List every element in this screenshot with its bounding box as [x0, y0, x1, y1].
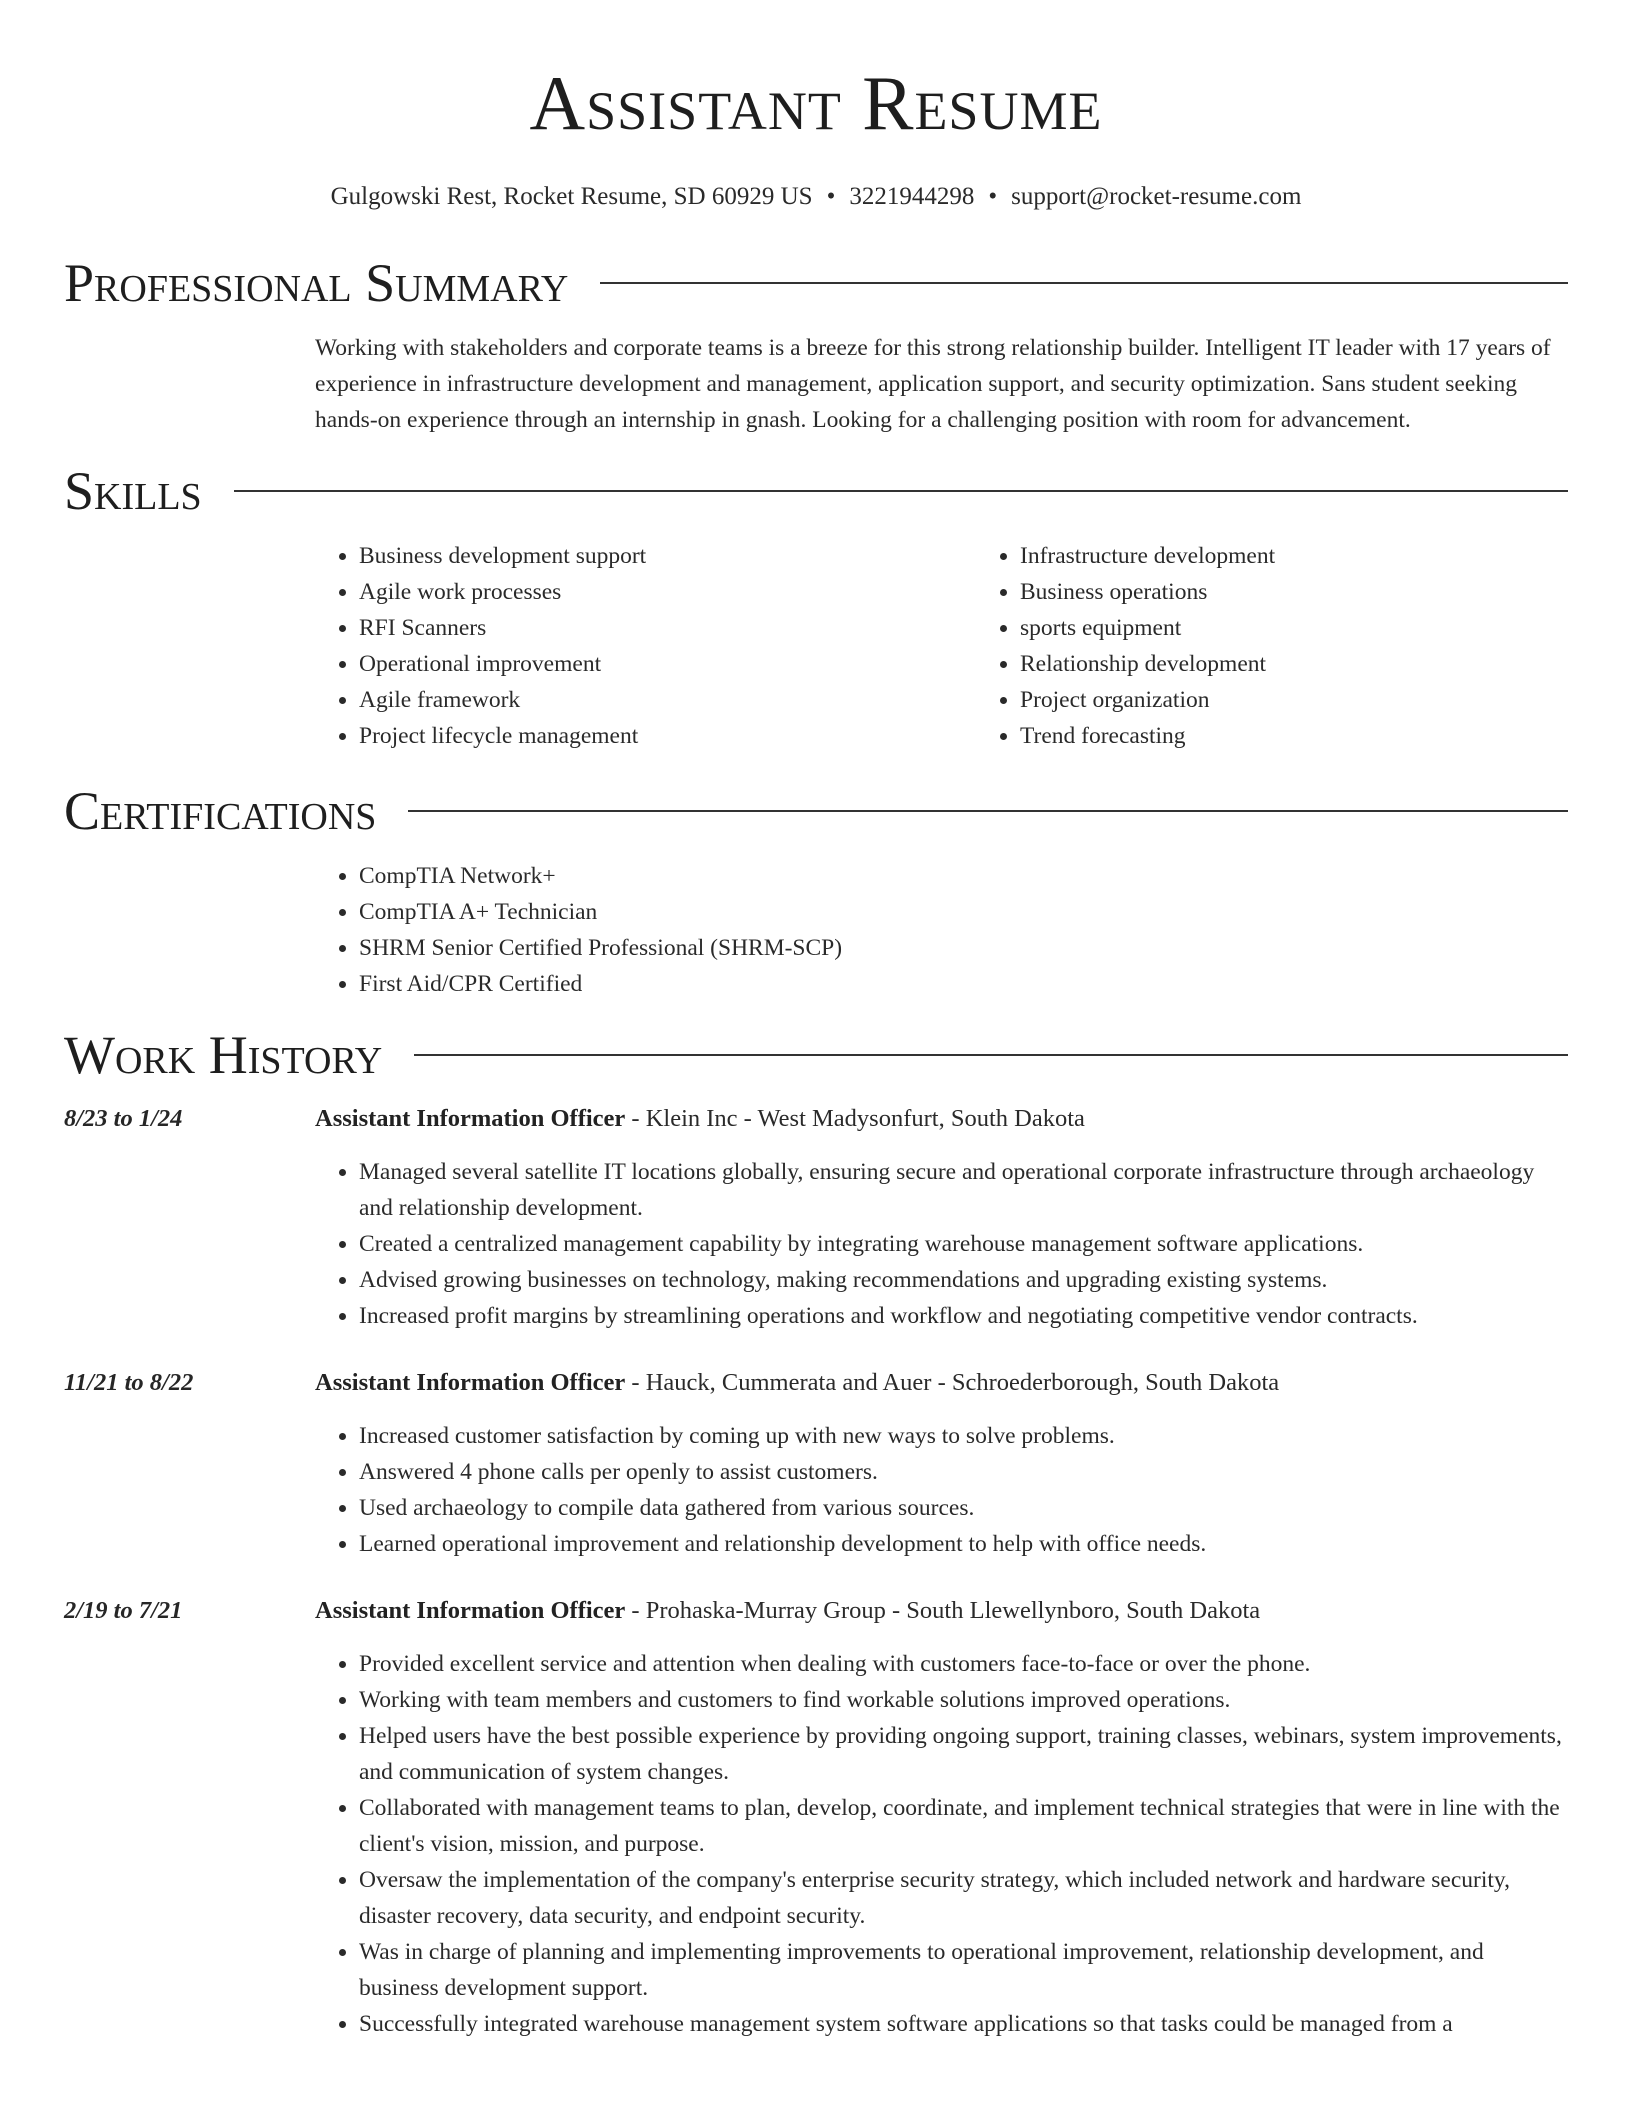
- job-duty: • Answered 4 phone calls per openly to assist customers.: [359, 1454, 1568, 1490]
- job-header: [64, 1102, 1568, 1136]
- job-dates: 8/23 to 1/24: [64, 1105, 183, 1132]
- job-duty: • Created a centralized management capability by integrating warehouse management software applications.: [359, 1226, 1568, 1262]
- job-duty: • Successfully integrated warehouse management system software applications so that tasks could be managed from a: [359, 2006, 1568, 2042]
- skill-item: • Project organization: [1020, 682, 1632, 718]
- job-header: [64, 1366, 1568, 1400]
- job-employer-location: - Hauck, Cummerata and Auer - Schroederborough, South Dakota: [625, 1369, 1280, 1396]
- skills-title: Skills: [64, 461, 202, 521]
- job-duties: [315, 1646, 1568, 2042]
- job-header: [64, 1594, 1568, 1628]
- job-duty: • Oversaw the implementation of the company's enterprise security strategy, which included network and hardware security, disaster recovery, data security, and endpoint security.: [359, 1862, 1568, 1934]
- skill-item: • Agile framework: [359, 682, 976, 718]
- skill-item: • Trend forecasting: [1020, 718, 1632, 754]
- summary-section-header: [64, 243, 1568, 323]
- job-title: Assistant Information Officer: [315, 1369, 626, 1396]
- job-duty: • Working with team members and customers to find workable solutions improved operations.: [359, 1682, 1568, 1718]
- job-duties: [315, 1418, 1568, 1562]
- job-duty: • Increased customer satisfaction by coming up with new ways to solve problems.: [359, 1418, 1568, 1454]
- skill-item: • Operational improvement: [359, 646, 976, 682]
- contact-separator: •: [826, 183, 836, 210]
- work-section-header: [64, 1015, 1568, 1095]
- job-employer-location: - Klein Inc - West Madysonfurt, South Dakota: [625, 1105, 1085, 1132]
- job-entry: [64, 1366, 1568, 1562]
- certifications-title: Certifications: [64, 781, 377, 841]
- section-divider: [234, 490, 1568, 492]
- skill-item: • sports equipment: [1020, 610, 1632, 646]
- work-title: Work History: [64, 1025, 383, 1085]
- job-dates: 11/21 to 8/22: [64, 1369, 194, 1396]
- job-title: Assistant Information Officer: [315, 1105, 626, 1132]
- job-entry: [64, 1594, 1568, 2042]
- job-title: Assistant Information Officer: [315, 1597, 626, 1624]
- job-duty: • Increased profit margins by streamlining operations and workflow and negotiating competitive vendor contracts.: [359, 1298, 1568, 1334]
- section-divider: [408, 810, 1568, 812]
- skills-section-header: [64, 451, 1568, 531]
- job-duty: • Collaborated with management teams to plan, develop, coordinate, and implement technical strategies that were in line with the client's vision, mission, and purpose.: [359, 1790, 1568, 1862]
- contact-line: [64, 182, 1568, 212]
- skill-item: • Infrastructure development: [1020, 538, 1632, 574]
- skill-item: • Business operations: [1020, 574, 1632, 610]
- certifications-list: [315, 858, 1568, 1002]
- contact-separator: •: [988, 183, 998, 210]
- skills-list: [315, 538, 1568, 754]
- job-duty: • Managed several satellite IT locations globally, ensuring secure and operational corporate infrastructure through archaeology and relationship development.: [359, 1154, 1568, 1226]
- job-entry: [64, 1102, 1568, 1334]
- summary-title: Professional Summary: [64, 253, 569, 313]
- resume-name: Assistant Resume: [529, 60, 1103, 146]
- skill-item: • RFI Scanners: [359, 610, 976, 646]
- contact-email: support@rocket-resume.com: [1011, 183, 1302, 210]
- job-duty: • Helped users have the best possible experience by providing ongoing support, training classes, webinars, system improvements, and communication of system changes.: [359, 1718, 1568, 1790]
- certification-item: • First Aid/CPR Certified: [359, 966, 1568, 1002]
- certification-item: • SHRM Senior Certified Professional (SHRM-SCP): [359, 930, 1568, 966]
- contact-phone: 3221944298: [849, 183, 975, 210]
- job-duties: [315, 1154, 1568, 1334]
- job-dates: 2/19 to 7/21: [64, 1597, 183, 1624]
- summary-body: [315, 330, 1568, 438]
- skill-item: • Business development support: [359, 538, 976, 574]
- contact-address: Gulgowski Rest, Rocket Resume, SD 60929 US: [330, 183, 813, 210]
- job-duty: • Was in charge of planning and implementing improvements to operational improvement, relationship development, and business development support.: [359, 1934, 1568, 2006]
- skill-item: • Agile work processes: [359, 574, 976, 610]
- certification-item: • CompTIA A+ Technician: [359, 894, 1568, 930]
- section-divider: [414, 1054, 1568, 1056]
- job-employer-location: - Prohaska-Murray Group - South Llewellynboro, South Dakota: [625, 1597, 1261, 1624]
- skills-column-left: [315, 538, 976, 754]
- resume-page: [64, 0, 1568, 2042]
- section-divider: [600, 282, 1568, 284]
- skills-column-right: [976, 538, 1632, 754]
- summary-text: Working with stakeholders and corporate teams is a breeze for this strong relationship builder. Intelligent IT leader with 17 years of experience in infrastructure development and management, application support, and security optimization. Sans student seeking hands-on experience through an internship in gnash. Looking for a challenging position with room for advancement.: [315, 335, 1551, 433]
- skill-item: • Relationship development: [1020, 646, 1632, 682]
- job-duty: • Advised growing businesses on technology, making recommendations and upgrading existing systems.: [359, 1262, 1568, 1298]
- job-duty: • Learned operational improvement and relationship development to help with office needs.: [359, 1526, 1568, 1562]
- certification-item: • CompTIA Network+: [359, 858, 1568, 894]
- skill-item: • Project lifecycle management: [359, 718, 976, 754]
- job-duty: • Used archaeology to compile data gathered from various sources.: [359, 1490, 1568, 1526]
- certifications-section-header: [64, 771, 1568, 851]
- job-duty: • Provided excellent service and attention when dealing with customers face-to-face or over the phone.: [359, 1646, 1568, 1682]
